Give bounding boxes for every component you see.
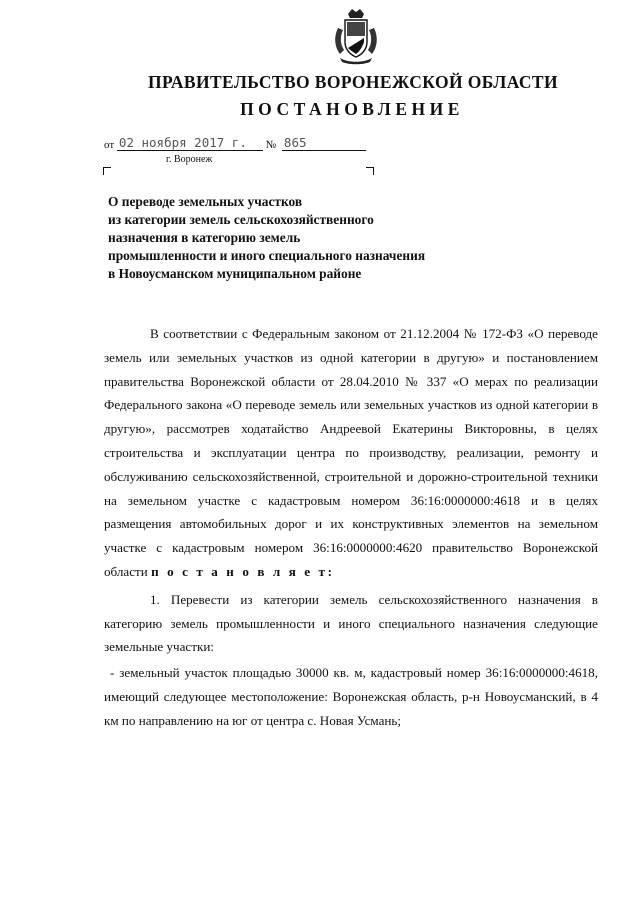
resolves-word: п о с т а н о в л я е т — [151, 563, 328, 579]
corner-mark-right — [366, 167, 374, 175]
subject-line: О переводе земельных участков — [108, 194, 303, 209]
date-prefix: от — [104, 139, 115, 151]
preamble-paragraph — [104, 322, 598, 584]
number-prefix: № — [265, 139, 277, 151]
subject-line: назначения в категорию земель — [108, 230, 301, 245]
resolves-colon: : — [327, 563, 335, 579]
document-type: ПОСТАНОВЛЕНИЕ — [240, 99, 464, 119]
subject-line: в Новоусманском муниципальном районе — [108, 266, 362, 281]
subject-heading — [108, 193, 508, 283]
document-body — [104, 322, 598, 733]
date-value: 02 ноября 2017 г. — [117, 136, 263, 151]
document-number: 865 — [282, 136, 366, 151]
subject-line: промышленности и иного специального назначения — [108, 248, 426, 263]
item-1-paragraph: 1. Перевести из категории земель сельскохозяйственного назначения в категорию земель промышленности и иного специального назначения следующие земельные участки: — [104, 591, 598, 655]
coat-of-arms-icon — [326, 6, 386, 66]
city-label: г. Воронеж — [166, 154, 213, 165]
preamble-text: В соответствии с Федеральным законом от 21.12.2004 № 172-ФЗ «О переводе земель или земельных участков из одной категории в другую» и постановлением правительства Воронежской области от 28.04.2010 № 337 «О мерах по реализации Федерального закона «О переводе земель или земельных участков из одной категории в другую», рассмотрев ходатайство Андреевой Екатерины Викторовны, в целях строительства и эксплуатации центра по производству, реализации, ремонту и обслуживанию сельскохозяйственной, строительной и дорожно-строительной техники на земельном участке с кадастровым номером 36:16:0000000:4618 и в целях размещения автомобильных дорог и их конструктивных элементов на земельном участке с кадастровым номером 36:16:0000000:4620 правительство Воронежской области — [104, 326, 598, 579]
date-number-line — [104, 136, 366, 151]
corner-mark-left — [103, 167, 111, 175]
government-title: ПРАВИТЕЛЬСТВО ВОРОНЕЖСКОЙ ОБЛАСТИ — [147, 72, 559, 92]
subject-line: из категории земель сельскохозяйственного — [108, 212, 374, 227]
item-1-dash-paragraph: - земельный участок площадью 30000 кв. м, кадастровый номер 36:16:0000000:4618, имеющий следующее местоположение: Воронежская область, р-н Новоусманский, в 4 км по направлению на юг от центра с. Новая Усмань; — [104, 665, 598, 728]
